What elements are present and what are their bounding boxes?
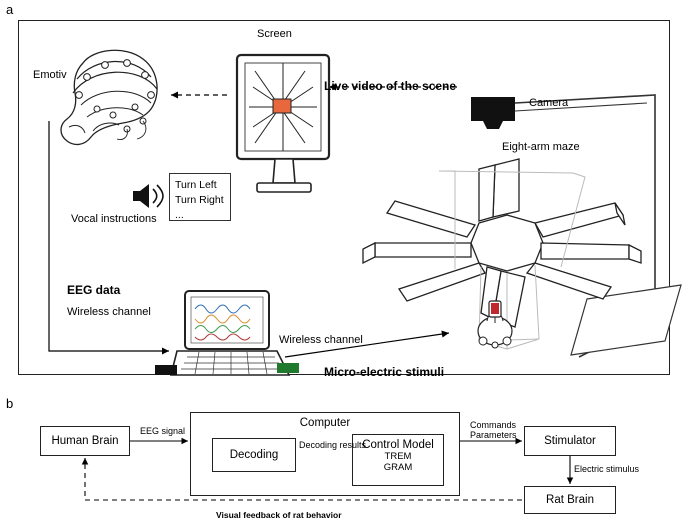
monitor-icon (235, 51, 325, 211)
micro-electric-stimuli-label: Micro-electric stimuli (324, 365, 445, 379)
computer-title: Computer (299, 417, 351, 429)
speaker-icon (131, 181, 165, 209)
node-human-brain: Human Brain (40, 426, 130, 456)
eeg-headset-icon (47, 43, 187, 158)
rat-icon (467, 299, 521, 349)
emotiv-label: Emotiv (33, 69, 67, 81)
instruction-line-3: ... (175, 209, 184, 222)
screen-label: Screen (257, 28, 292, 40)
panel-b-blockdiagram (18, 408, 670, 520)
wireless-channel-label-left: Wireless channel (67, 306, 151, 318)
instruction-line-2: Turn Right (175, 194, 224, 207)
instructions-box (169, 173, 231, 221)
node-rat-brain: Rat Brain (524, 486, 616, 514)
maze-label: Eight-arm maze (502, 141, 580, 153)
edge-visual-feedback: Visual feedback of rat behavior (216, 510, 342, 520)
eeg-data-label: EEG data (67, 283, 121, 297)
live-video-label: Live video of the scene (324, 79, 457, 93)
node-decoding: Decoding (212, 438, 296, 472)
edge-electric-stimulus: Electric stimulus (574, 464, 640, 474)
control-model-gram: GRAM (383, 462, 413, 473)
node-stimulator: Stimulator (524, 426, 616, 456)
edge-parameters: Parameters (470, 430, 517, 440)
control-model-title: Control Model (362, 439, 434, 451)
control-model-trem: TREM (384, 451, 412, 462)
edge-commands: Commands (470, 420, 517, 430)
vocal-instructions-label: Vocal instructions (71, 213, 157, 225)
edge-eeg-signal: EEG signal (140, 426, 186, 436)
wireless-channel-label-right: Wireless channel (279, 334, 363, 346)
panel-b-label: b (6, 396, 14, 411)
camera-label: Camera (529, 97, 569, 109)
panel-a-label: a (6, 2, 14, 17)
panel-a-diagram (18, 20, 670, 379)
laptop-icon (171, 289, 291, 379)
edge-decoding-results: Decoding results (299, 440, 367, 450)
instruction-line-1: Turn Left (175, 179, 217, 191)
